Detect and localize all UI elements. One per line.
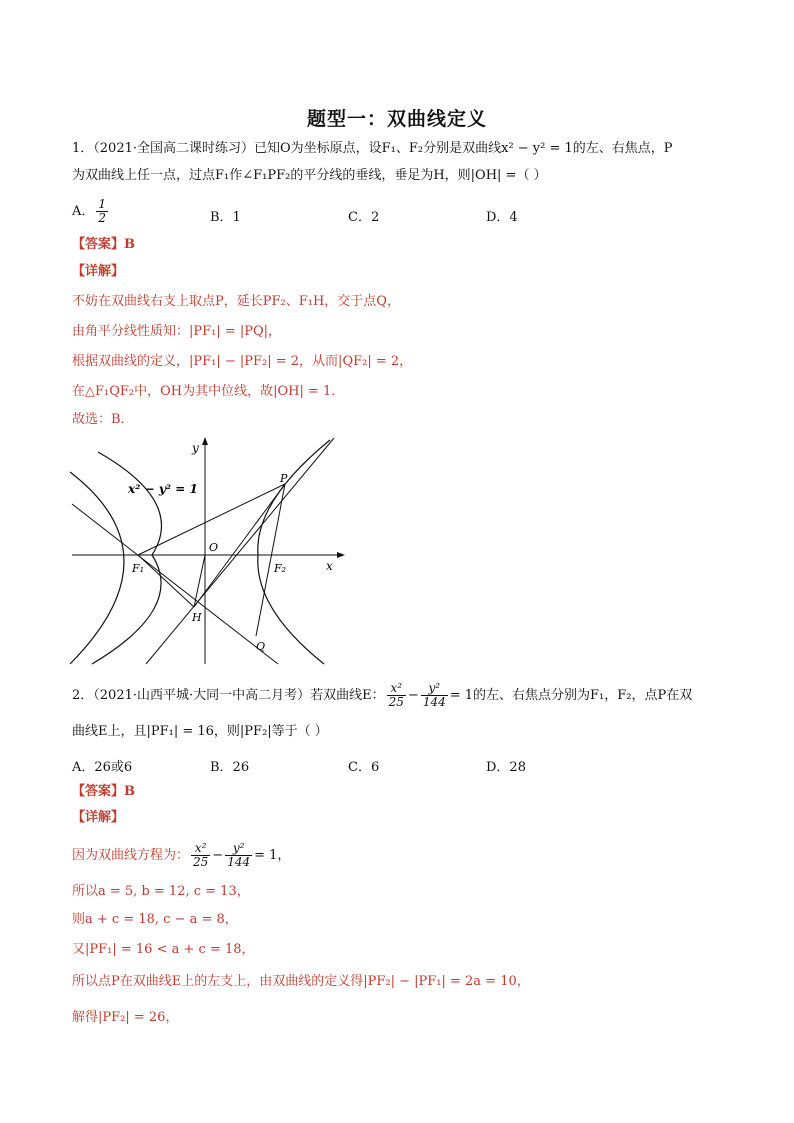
q2-fraction-y [421, 682, 448, 709]
q1-detail-heading: 【详解】 [72, 264, 125, 279]
fraction-numerator: x² [387, 682, 406, 696]
q2-solution-line4: 又|PF₁| = 16 < a + c = 18， [72, 942, 255, 957]
point-p-label: P [280, 472, 288, 485]
page-title: 题型一：双曲线定义 [306, 108, 487, 130]
q2-stem-prefix: 2．（2021·山西平城·大同一中高二月考）若双曲线E： [72, 688, 385, 703]
q2-solution-line3: 则a + c = 18, c − a = 8， [72, 912, 238, 927]
q1-solution-line3: 根据双曲线的定义，|PF₁| − |PF₂| = 2，从而|QF₂| = 2， [72, 354, 413, 369]
q2-solution-fraction-x [191, 842, 210, 869]
fraction-denominator: 25 [388, 695, 404, 709]
x-axis-arrow [337, 552, 345, 558]
q1-solution-line4: 在△F₁QF₂中，OH为其中位线，故|OH| = 1． [72, 384, 345, 399]
line-right-top [146, 438, 334, 664]
q2-detail-heading: 【详解】 [72, 810, 125, 825]
q2-option-a: A．26或6 [72, 760, 133, 775]
q2-stem-suffix: = 1的左、右焦点分别为F₁，F₂，点P在双 [449, 688, 693, 703]
q1-solution-line1: 不妨在双曲线右支上取点P，延长PF₂、F₁H，交于点Q， [72, 294, 400, 309]
q2-solution-line2: 所以a = 5, b = 12, c = 13， [72, 884, 250, 899]
q1-solution-line2: 由角平分线性质知：|PF₁| = |PQ|， [72, 324, 282, 339]
y-axis-arrow [202, 437, 208, 445]
hyperbola-right-branch [258, 440, 330, 664]
q2-stem-line2: 曲线E上，且|PF₁| = 16，则|PF₂|等于（ ） [72, 724, 328, 739]
q1-option-d: D．4 [486, 210, 518, 225]
q1-option-c: C．2 [348, 210, 380, 225]
segment-p-h [194, 484, 285, 607]
fraction-denominator: 144 [227, 855, 251, 869]
q1-solution-line5: 故选：B． [72, 412, 134, 427]
q2-stem-line1: 2．（2021·山西平城·大同一中高二月考）若双曲线E： $\frac{\text{x²}}{25}$ − $\frac{\text{y²}}{144}$ = 1的左、右焦点分别为F₁，F₂，点P在双 [72, 681, 693, 709]
hyperbola-left-branch [70, 472, 124, 664]
equation-label: x² − y² = 1 [128, 482, 198, 496]
fraction-numerator: y² [421, 682, 448, 696]
q2-fraction-x [387, 682, 406, 709]
line-left-top [72, 504, 278, 664]
q1-stem-line2: 为双曲线上任一点，过点F₁作∠F₁PF₂的平分线的垂线，垂足为H，则|OH| =（ ） [72, 168, 547, 183]
q2-solution-suffix: = 1， [254, 848, 291, 863]
q1-stem-line1: 1．（2021·全国高二课时练习）已知O为坐标原点，设F₁、F₂分别是双曲线x² − y² = 1的左、右焦点，P [72, 141, 673, 156]
q2-option-c: C．6 [348, 760, 380, 775]
fraction-denominator: 144 [422, 695, 446, 709]
segment-f1-h [138, 555, 194, 607]
q1-option-a-fraction [96, 198, 108, 225]
q1-option-b: B．1 [210, 210, 241, 225]
x-axis-label: x [326, 559, 333, 573]
q1-option-a-label: A． [72, 204, 95, 219]
fraction-numerator: x² [191, 842, 210, 856]
q1-option-a [72, 198, 110, 225]
fraction-numerator: 1 [98, 197, 107, 211]
q2-solution-line5: 所以点P在双曲线E上的左支上，由双曲线的定义得|PF₂| − |PF₁| = 2a = 10， [72, 974, 530, 989]
q2-answer: 【答案】B [72, 784, 135, 799]
q2-solution-prefix: 因为双曲线方程为： [72, 848, 190, 863]
fraction-denominator: 25 [193, 855, 209, 869]
q2-solution-fraction-y [225, 842, 252, 869]
segment-h-q [194, 607, 256, 636]
q2-option-b: B．26 [210, 760, 250, 775]
origin-label: O [209, 541, 219, 554]
point-h-label: H [192, 611, 202, 624]
q1-answer: 【答案】B [72, 237, 135, 252]
fraction-denominator: 2 [98, 211, 107, 225]
hyperbola-figure [68, 432, 358, 668]
q2-option-d: D．28 [486, 760, 526, 775]
point-f2-label: F₂ [274, 562, 287, 575]
q2-solution-line6: 解得|PF₂| = 26， [72, 1010, 179, 1025]
point-f1-label: F₁ [132, 562, 145, 575]
q2-solution-line1: 因为双曲线方程为： $\frac{\text{x²}}{25}$ − $\frac{\text{y²}}{144}$ = 1， [72, 841, 291, 869]
point-q-label: Q [256, 640, 266, 653]
y-axis-label: y [192, 441, 199, 455]
fraction-numerator: y² [225, 842, 252, 856]
